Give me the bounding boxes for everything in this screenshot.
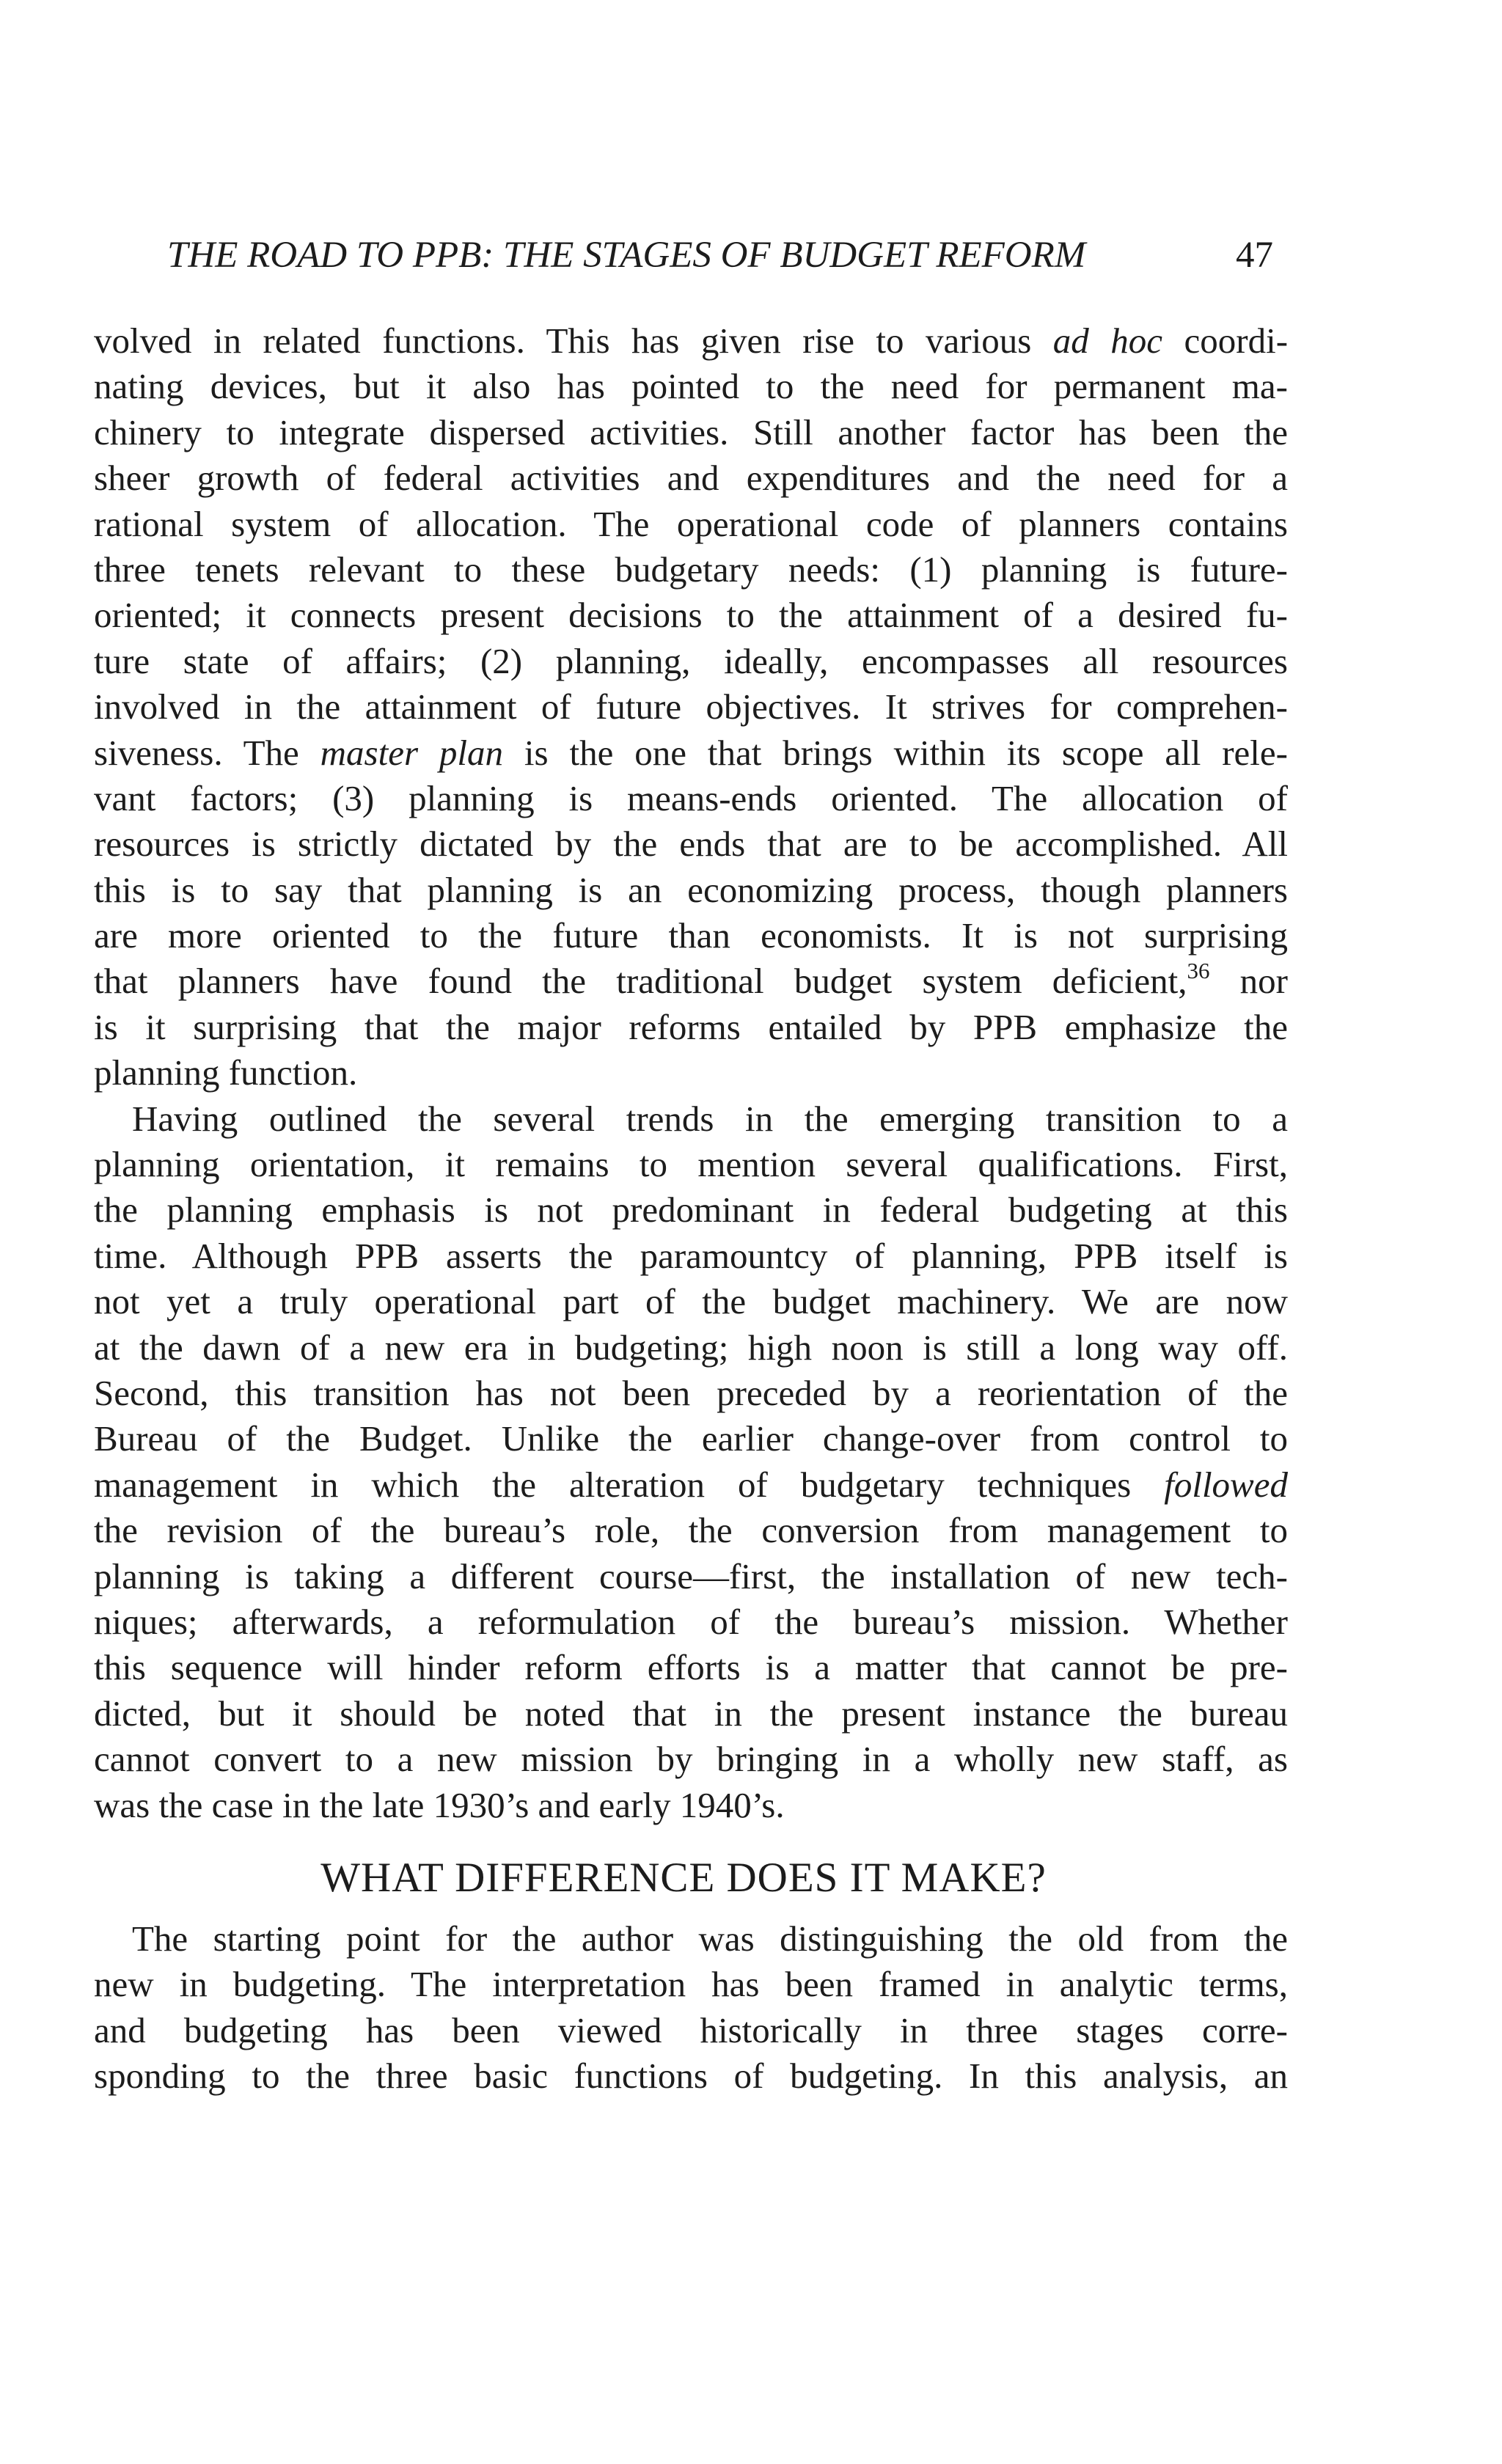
text-line: [94, 2053, 1288, 2099]
paragraph-2: [94, 1096, 1288, 1828]
text-line: [94, 547, 1288, 593]
text-line: [94, 2008, 1288, 2053]
text-segment: three tenets relevant to these budgetary needs: (1) planning is future-: [94, 549, 1288, 590]
text-line: [94, 593, 1288, 638]
text-line: [94, 1554, 1288, 1599]
text-line: [94, 410, 1288, 455]
text-line: [94, 1050, 1288, 1096]
italic-text: master plan: [320, 732, 504, 773]
text-segment: rational system of allocation. The operational code of planners contains: [94, 503, 1288, 544]
text-segment: new in budgeting. The interpretation has been framed in analytic terms,: [94, 1964, 1288, 2005]
text-line: [94, 1462, 1288, 1508]
text-line: [94, 821, 1288, 867]
text-segment: is the one that brings within its scope all rele-: [503, 732, 1288, 773]
text-segment: this sequence will hinder reform efforts is a matter that cannot be pre-: [94, 1647, 1288, 1688]
text-line: [94, 684, 1288, 730]
text-segment: nating devices, but it also has pointed to the need for permanent ma-: [94, 366, 1288, 407]
footnote-reference: 36: [1187, 958, 1210, 984]
text-line: [94, 730, 1288, 776]
text-line: [94, 913, 1288, 958]
text-segment: the planning emphasis is not predominant in federal budgeting at this: [94, 1189, 1288, 1231]
text-segment: sponding to the three basic functions of budgeting. In this analysis, an: [94, 2056, 1288, 2097]
text-line: [94, 1142, 1288, 1187]
text-segment: dicted, but it should be noted that in the present instance the bureau: [94, 1693, 1288, 1734]
text-segment: not yet a truly operational part of the budget machinery. We are now: [94, 1281, 1288, 1322]
running-head: [167, 229, 1273, 282]
page-number: 47: [1236, 235, 1273, 276]
text-segment: Bureau of the Budget. Unlike the earlier change-over from control to: [94, 1418, 1288, 1459]
text-segment: the revision of the bureau’s role, the conversion from management to: [94, 1510, 1288, 1551]
text-segment: coordi-: [1162, 320, 1289, 361]
text-line: [94, 1691, 1288, 1737]
paragraph-3: [94, 1916, 1288, 2100]
text-line: [94, 1325, 1288, 1371]
text-line: [94, 776, 1288, 821]
section-heading: WHAT DIFFERENCE DOES IT MAKE?: [320, 1854, 1047, 1901]
text-segment: ture state of affairs; (2) planning, ideally, encompasses all resources: [94, 640, 1288, 681]
text-segment: are more oriented to the future than economists. It is not surprising: [94, 915, 1288, 956]
text-line: [94, 1962, 1288, 2007]
text-segment: management in which the alteration of budgetary techniques: [94, 1464, 1165, 1505]
text-line: [94, 318, 1288, 364]
text-line: [94, 1783, 1288, 1828]
text-segment: is it surprising that the major reforms entailed by PPB emphasize the: [94, 1006, 1288, 1047]
text-segment: resources is strictly dictated by the ends that are to be accomplished. All: [94, 824, 1288, 865]
text-segment: The starting point for the author was distinguishing the old from the: [132, 1918, 1288, 1959]
text-line: [94, 455, 1288, 501]
text-segment: sheer growth of federal activities and expenditures and the need for a: [94, 458, 1288, 499]
text-line: [94, 1279, 1288, 1324]
text-line: [94, 502, 1288, 547]
text-segment: Having outlined the several trends in the emerging transition to a: [132, 1098, 1288, 1139]
text-line: [94, 364, 1288, 409]
text-line: [94, 1916, 1288, 1962]
text-segment: siveness. The: [94, 732, 320, 773]
text-segment: oriented; it connects present decisions to the attainment of a desired fu-: [94, 595, 1288, 636]
text-segment: nor: [1209, 961, 1288, 1002]
italic-text: followed: [1164, 1464, 1288, 1505]
text-line: [94, 1187, 1288, 1233]
text-line: [94, 1371, 1288, 1416]
text-line: [94, 1508, 1288, 1553]
text-segment: vant factors; (3) planning is means-ends oriented. The allocation of: [94, 777, 1288, 818]
text-line: [94, 1096, 1288, 1142]
text-segment: planning function.: [94, 1052, 358, 1093]
text-segment: that planners have found the traditional budget system deficient,: [94, 961, 1187, 1002]
text-segment: and budgeting has been viewed historically in three stages corre-: [94, 2009, 1288, 2050]
text-line: [94, 639, 1288, 684]
text-segment: was the case in the late 1930’s and early 1940’s.: [94, 1784, 785, 1825]
text-segment: planning is taking a different course—first, the installation of new tech-: [94, 1555, 1288, 1596]
text-segment: cannot convert to a new mission by bringing in a wholly new staff, as: [94, 1739, 1288, 1780]
body-text: [94, 318, 1288, 2099]
text-segment: at the dawn of a new era in budgeting; high noon is still a long way off.: [94, 1327, 1288, 1368]
text-segment: niques; afterwards, a reformulation of the bureau’s mission. Whether: [94, 1601, 1288, 1642]
italic-text: ad hoc: [1052, 320, 1163, 361]
paragraph-1: [94, 318, 1288, 1096]
text-segment: involved in the attainment of future objectives. It strives for comprehen-: [94, 686, 1288, 727]
running-title: THE ROAD TO PPB: THE STAGES OF BUDGET REFORM: [167, 235, 1086, 276]
text-segment: Second, this transition has not been preceded by a reorientation of the: [94, 1372, 1288, 1413]
text-line: [94, 1599, 1288, 1645]
text-segment: time. Although PPB asserts the paramountcy of planning, PPB itself is: [94, 1235, 1288, 1276]
text-line: [94, 868, 1288, 913]
text-line: [94, 1005, 1288, 1050]
text-line: [94, 1416, 1288, 1462]
text-line: [94, 1645, 1288, 1690]
text-line: [94, 958, 1288, 1004]
text-line: [94, 1233, 1288, 1279]
text-segment: chinery to integrate dispersed activities. Still another factor has been the: [94, 411, 1288, 452]
text-segment: volved in related functions. This has given rise to various: [94, 320, 1053, 361]
text-line: [94, 1737, 1288, 1782]
text-segment: this is to say that planning is an economizing process, though planners: [94, 869, 1288, 910]
text-segment: planning orientation, it remains to mention several qualifications. First,: [94, 1144, 1288, 1185]
